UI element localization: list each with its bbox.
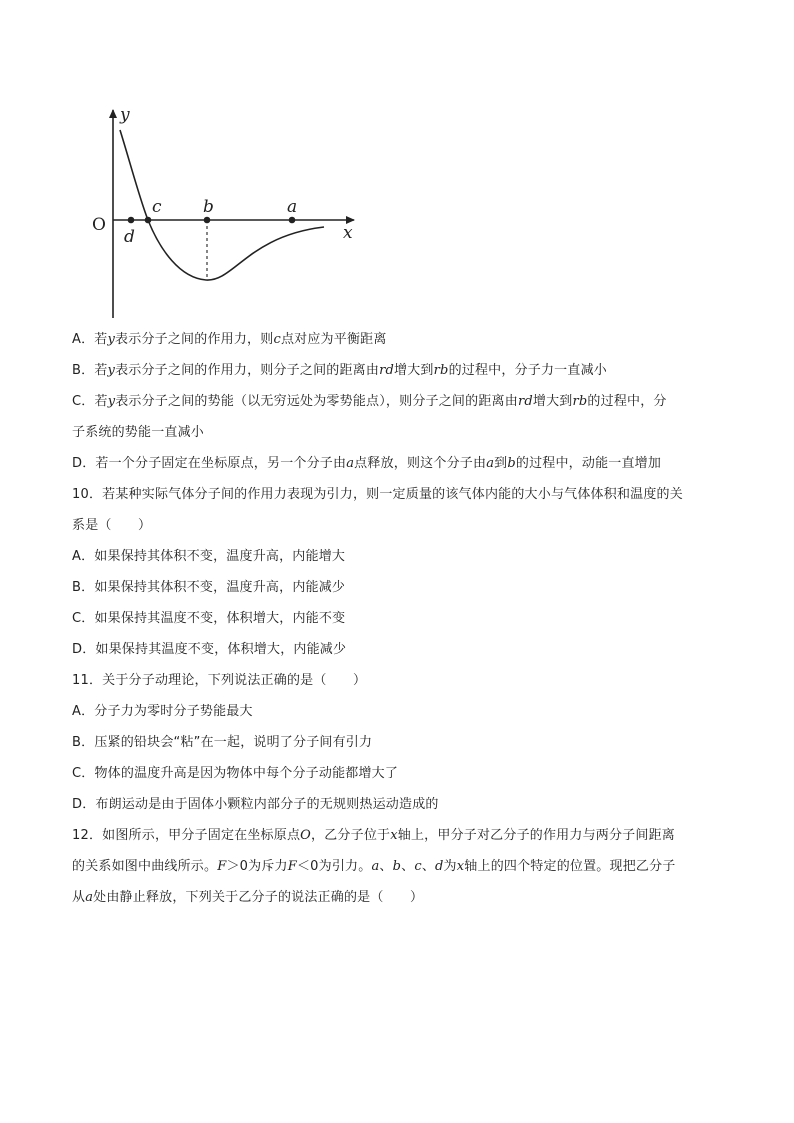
var-a: a <box>486 456 495 471</box>
text: ，乙分子位于 <box>311 828 391 843</box>
q9-option-c-line2: 子系统的势能一直减小 <box>72 425 205 440</box>
q9-option-c-line1 <box>72 392 722 423</box>
text: 、 <box>401 859 415 874</box>
text: 点对应为平衡距离 <box>280 332 387 347</box>
text: C．若 <box>72 394 108 409</box>
q11-option-c: C．物体的温度升高是因为物体中每个分子动能都增大了 <box>72 766 399 781</box>
point-d-dot <box>128 217 135 224</box>
var-c: c <box>273 332 281 347</box>
var-a: a <box>346 456 355 471</box>
q12-stem-line3 <box>72 888 722 919</box>
var-x: x <box>456 859 465 874</box>
point-d-label: d <box>124 227 135 247</box>
point-b-label: b <box>203 197 214 217</box>
var-rb: rb <box>572 394 588 409</box>
point-a-dot <box>289 217 296 224</box>
q12-stem-line2 <box>72 857 722 888</box>
q11-stem: 11．关于分子动理论，下列说法正确的是（ ） <box>72 673 367 688</box>
text: 轴上，甲分子对乙分子的作用力与两分子间距离 <box>397 828 675 843</box>
force-distance-graph <box>88 100 368 322</box>
var-c: c <box>414 859 422 874</box>
var-a: a <box>371 859 380 874</box>
text: 的关系如图中曲线所示。 <box>72 859 218 874</box>
q11-option-a: A．分子力为零时分子势能最大 <box>72 704 253 719</box>
text: 12．如图所示，甲分子固定在坐标原点 <box>72 828 301 843</box>
q10-option-a: A．如果保持其体积不变，温度升高，内能增大 <box>72 549 346 564</box>
var-f: F <box>217 859 227 874</box>
var-b: b <box>507 456 516 471</box>
var-o: O <box>300 828 312 843</box>
var-rb: rb <box>433 363 449 378</box>
text: ＞0为斥力 <box>226 859 288 874</box>
text: 增大到 <box>394 363 434 378</box>
text: D．若一个分子固定在坐标原点，另一个分子由 <box>72 456 347 471</box>
var-a: a <box>85 890 94 905</box>
origin-label: O <box>92 215 106 235</box>
text: 轴上的四个特定的位置。现把乙分子 <box>464 859 676 874</box>
text: 的过程中，分子力一直减小 <box>448 363 607 378</box>
y-axis-label: y <box>120 105 130 125</box>
text: 、 <box>379 859 393 874</box>
text: 表示分子之间的作用力，则 <box>115 332 274 347</box>
q9-option-a <box>72 330 722 361</box>
text: A．若 <box>72 332 108 347</box>
point-b-dot <box>204 217 211 224</box>
q10-option-c: C．如果保持其温度不变，体积增大，内能不变 <box>72 611 346 626</box>
text: 从 <box>72 890 86 905</box>
text: 到 <box>494 456 508 471</box>
q10-stem-line1: 10．若某种实际气体分子间的作用力表现为引力，则一定质量的该气体内能的大小与气体体积和温度的关 <box>72 487 683 502</box>
point-c-dot <box>145 217 152 224</box>
text: 表示分子之间的势能（以无穷远处为零势能点），则分子之间的距离由 <box>115 394 518 409</box>
text: ＜0为引力。 <box>296 859 372 874</box>
text: 表示分子之间的作用力，则分子之间的距离由 <box>115 363 380 378</box>
x-axis-label: x <box>343 223 353 243</box>
var-b: b <box>392 859 402 874</box>
graph-svg <box>88 100 368 322</box>
q11-option-d: D．布朗运动是由于固体小颗粒内部分子的无规则热运动造成的 <box>72 797 439 812</box>
q10-stem-line2: 系是（ ） <box>72 518 152 533</box>
var-f: F <box>287 859 297 874</box>
text: 、 <box>421 859 436 874</box>
var-y: y <box>107 363 116 378</box>
q11-option-b: B．压紧的铅块会“粘”在一起，说明了分子间有引力 <box>72 735 373 750</box>
var-d: d <box>435 859 444 874</box>
q10-option-d: D．如果保持其温度不变，体积增大，内能减少 <box>72 642 347 657</box>
q9-option-b <box>72 361 722 392</box>
text: 的过程中，动能一直增加 <box>515 456 662 471</box>
text: 增大到 <box>532 394 573 409</box>
text: 的过程中，分 <box>587 394 667 409</box>
text: 处由静止释放，下列关于乙分子的说法正确的是（ ） <box>93 890 424 905</box>
var-y: y <box>107 394 116 409</box>
text: 为 <box>443 859 457 874</box>
var-x: x <box>390 828 398 843</box>
question-text <box>72 330 722 919</box>
q12-stem-line1 <box>72 826 722 857</box>
point-a-label: a <box>287 197 298 217</box>
q9-option-d <box>72 454 722 485</box>
point-c-label: c <box>152 197 162 217</box>
text: B．若 <box>72 363 108 378</box>
text: 点释放，则这个分子由 <box>354 456 487 471</box>
var-rd: rd <box>379 363 395 378</box>
var-y: y <box>107 332 116 347</box>
q10-option-b: B．如果保持其体积不变，温度升高，内能减少 <box>72 580 346 595</box>
var-rd: rd <box>517 394 533 409</box>
